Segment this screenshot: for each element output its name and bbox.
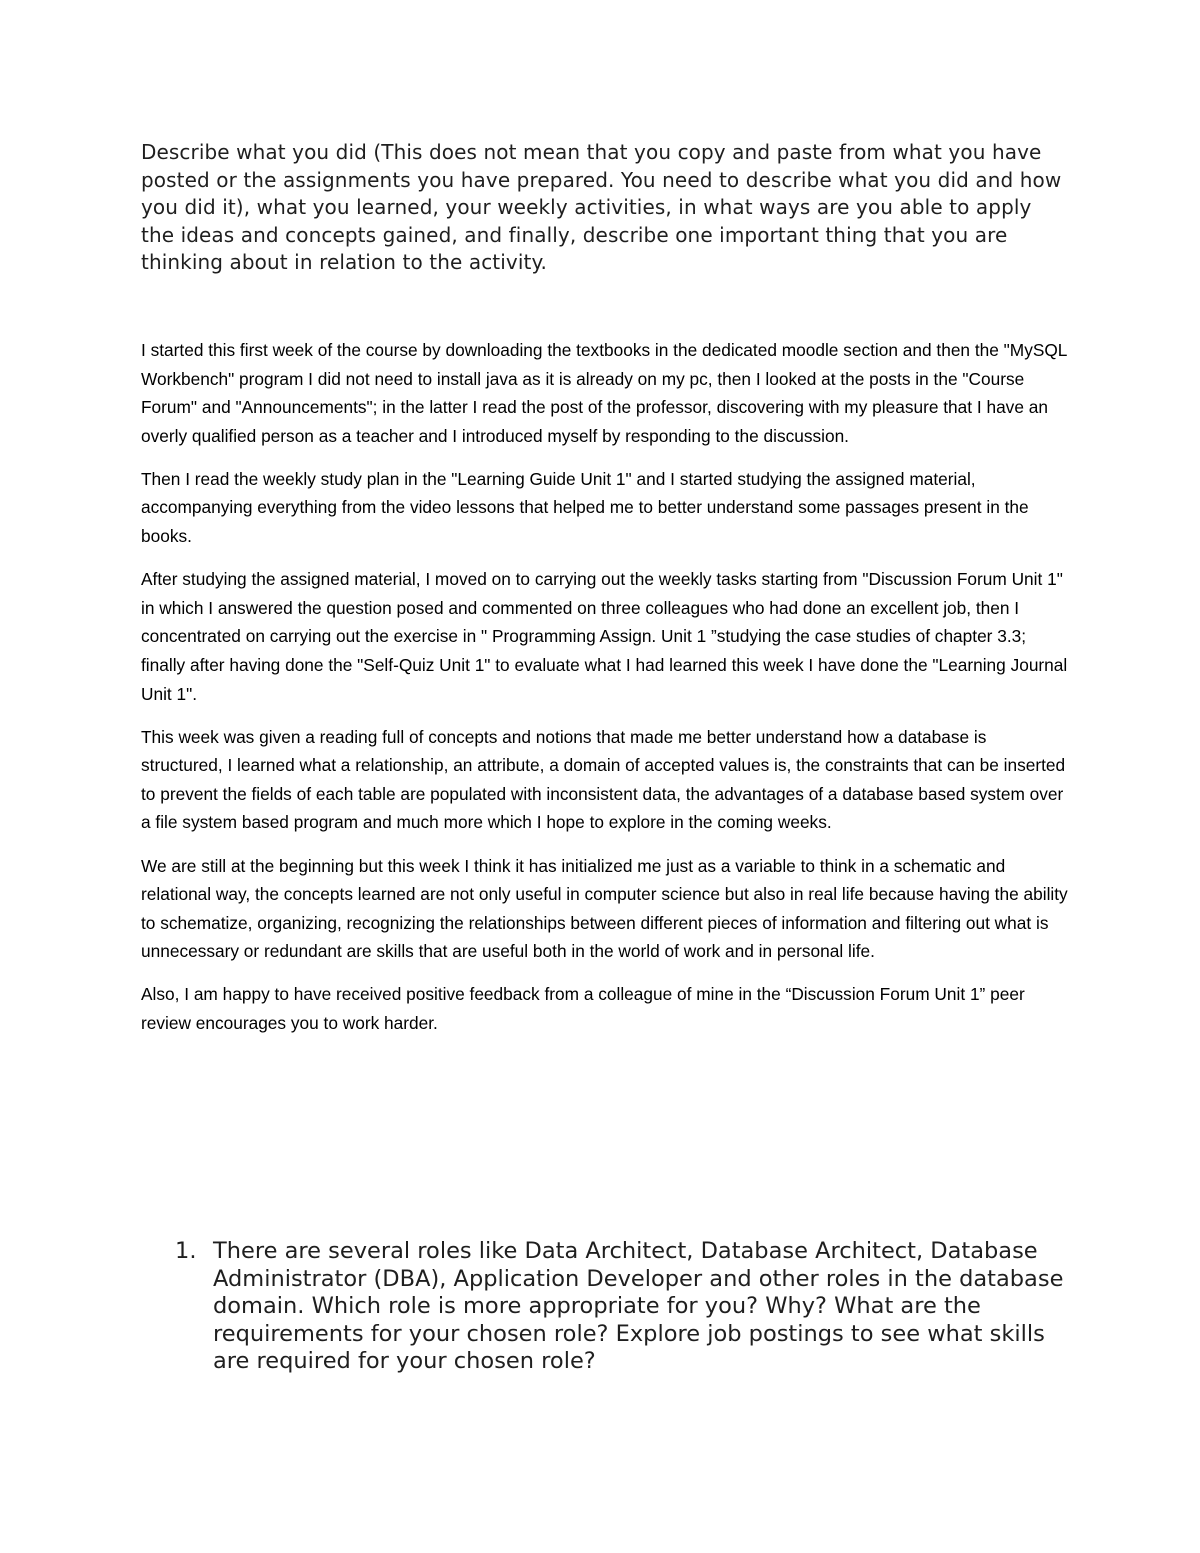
- question-list: [141, 1238, 1081, 1376]
- journal-paragraph: Also, I am happy to have received positive feedback from a colleague of mine in the “Discussion Forum Unit 1” peer review encourages you to work harder.: [141, 984, 1025, 1033]
- journal-paragraph: Then I read the weekly study plan in the "Learning Guide Unit 1" and I started studying the assigned material, accompanying everything from the video lessons that helped me to better understand some passages present in the books.: [141, 468, 1029, 547]
- journal-paragraph: We are still at the beginning but this week I think it has initialized me just as a variable to think in a schematic and relational way, the concepts learned are not only useful in computer science but also in real life because having the ability to schematize, organizing, recognizing the relationships between different pieces of information and filtering out what is unnecessary or redundant are skills that are useful both in the world of work and in personal life.: [141, 855, 1068, 962]
- question-number: 1.: [175, 1238, 197, 1264]
- journal-prompt: Describe what you did (This does not mean that you copy and paste from what you have posted or the assignments you have prepared. You need to describe what you did and how you did it), what you learned, your weekly activities, in what ways are you able to apply the ideas and concepts gained, and finally, describe one important thing that you are thinking about in relation to the activity.: [141, 140, 1062, 274]
- journal-paragraph: This week was given a reading full of concepts and notions that made me better understand how a database is structured, I learned what a relationship, an attribute, a domain of accepted values is, the constraints that can be inserted to prevent the fields of each table are populated with inconsistent data, the advantages of a database based system over a file system based program and much more which I hope to explore in the coming weeks.: [141, 726, 1066, 833]
- question-text: There are several roles like Data Architect, Database Architect, Database Administrator (DBA), Application Developer and other roles in the database domain. Which role is more appropriate for you? Why? What are the requirements for your chosen role? Explore job postings to see what skills are required for your chosen role?: [213, 1238, 1064, 1374]
- journal-paragraph: I started this first week of the course by downloading the textbooks in the dedicated moodle section and then the "MySQL Workbench" program I did not need to install java as it is already on my pc, then I looked at the posts in the "Course Forum" and "Announcements"; in the latter I read the post of the professor, discovering with my pleasure that I have an overly qualified person as a teacher and I introduced myself by responding to the discussion.: [141, 340, 1067, 446]
- journal-entry: [141, 336, 1071, 1052]
- journal-paragraph: After studying the assigned material, I moved on to carrying out the weekly tasks starting from "Discussion Forum Unit 1" in which I answered the question posed and commented on three colleagues who had done an excellent job, then I concentrated on carrying out the exercise in " Programming Assign. Unit 1 ”studying the case studies of chapter 3.3; finally after having done the "Self-Quiz Unit 1" to evaluate what I had learned this week I have done the "Learning Journal Unit 1".: [141, 569, 1068, 704]
- question-item: [141, 1238, 1081, 1376]
